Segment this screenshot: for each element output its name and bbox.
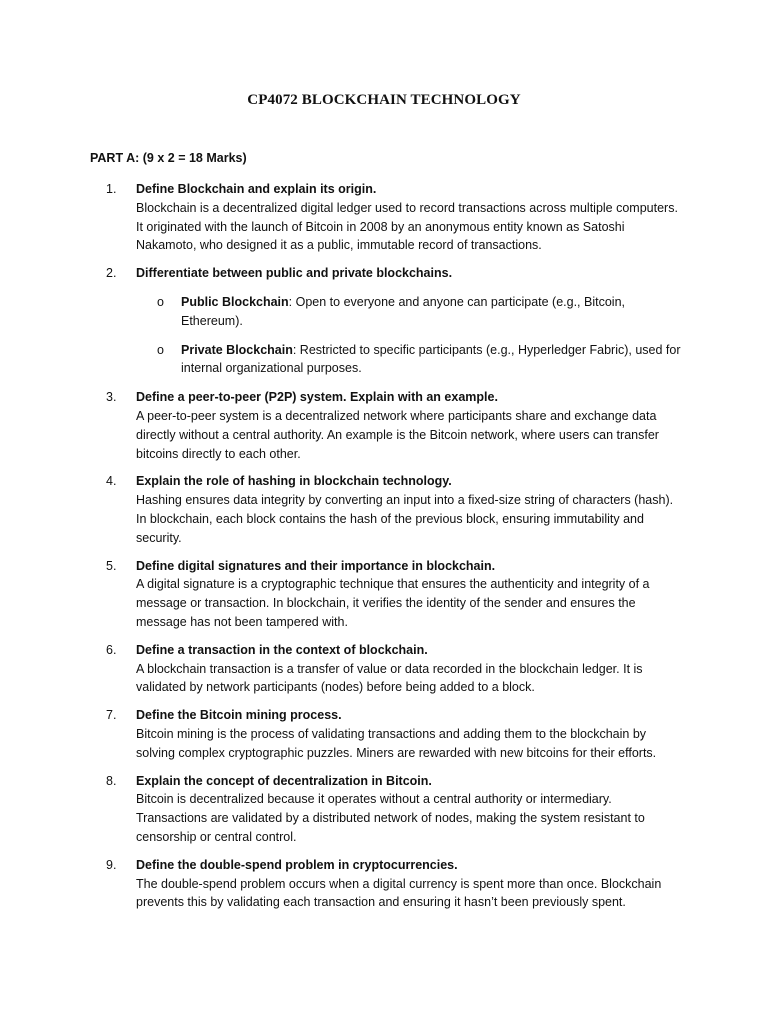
question-list: [0, 180, 768, 921]
question-number: 7.: [106, 708, 117, 723]
question-title: Define a transaction in the context of blockchain.: [136, 642, 428, 657]
question-title: Define the double-spend problem in cryptocurrencies.: [136, 857, 458, 872]
sub-point-term: Public Blockchain: [181, 294, 289, 309]
question-title: Differentiate between public and private blockchains.: [136, 266, 453, 281]
sub-point: [0, 341, 768, 379]
question-answer: A blockchain transaction is a transfer of value or data recorded in the blockchain ledger. It is validated by network participants (nodes) before being added to a block.: [136, 661, 643, 695]
question-answer: Bitcoin mining is the process of validating transactions and adding them to the blockchain by solving complex cryptographic puzzles. Miners are rewarded with new bitcoins for their efforts.: [136, 726, 657, 760]
question-item: [0, 472, 768, 547]
question-number: 6.: [106, 642, 117, 657]
sub-point: [0, 293, 768, 331]
bullet-icon: o: [157, 342, 164, 357]
part-heading: PART A: (9 x 2 = 18 Marks): [90, 151, 247, 165]
question-item: [0, 557, 768, 632]
question-number: 8.: [106, 773, 117, 788]
question-number: 5.: [106, 558, 117, 573]
question-answer: Bitcoin is decentralized because it operates without a central authority or intermediary. Transactions are validated by a distributed network of nodes, making the system resistant to censorship or central control.: [136, 792, 645, 844]
question-item: [0, 180, 768, 255]
question-title: Explain the role of hashing in blockchain technology.: [136, 474, 452, 489]
question-item: [0, 706, 768, 762]
question-answer: Hashing ensures data integrity by converting an input into a fixed-size string of characters (hash). In blockchain, each block contains the hash of the previous block, ensuring immutability and security.: [136, 493, 674, 545]
sub-point-text: : Open to everyone and anyone can participate (e.g., Bitcoin, Ethereum).: [181, 294, 625, 328]
question-item: [0, 641, 768, 697]
question-title: Define digital signatures and their importance in blockchain.: [136, 558, 496, 573]
question-number: 4.: [106, 474, 117, 489]
question-item: [0, 856, 768, 912]
question-number: 9.: [106, 857, 117, 872]
question-title: Define the Bitcoin mining process.: [136, 708, 342, 723]
bullet-icon: o: [157, 294, 164, 309]
question-answer: A peer-to-peer system is a decentralized network where participants share and exchange data directly without a central authority. An example is the Bitcoin network, where users can transfer bitcoins directly to each other.: [136, 408, 659, 461]
question-answer: Blockchain is a decentralized digital ledger used to record transactions across multiple computers. It originated with the launch of Bitcoin in 2008 by an anonymous entity known as Satoshi Nakamoto, who designed it as a public, immutable record of transactions.: [136, 200, 678, 253]
question-title: Define Blockchain and explain its origin.: [136, 182, 377, 196]
question-number: 1.: [106, 182, 117, 196]
question-answer: A digital signature is a cryptographic technique that ensures the authenticity and integrity of a message or transaction. In blockchain, it verifies the identity of the sender and ensures the message has not been tampered with.: [136, 577, 650, 629]
question-title: Define a peer-to-peer (P2P) system. Explain with an example.: [136, 390, 498, 405]
question-number: 2.: [106, 266, 117, 281]
question-answer: The double-spend problem occurs when a digital currency is spent more than once. Blockchain prevents this by validating each transaction and ensuring it hasn’t been previously spent.: [136, 876, 662, 910]
document-title: CP4072 BLOCKCHAIN TECHNOLOGY: [247, 92, 521, 108]
sub-point-text: : Restricted to specific participants (e.g., Hyperledger Fabric), used for internal organizational purposes.: [181, 342, 681, 376]
sub-point-term: Private Blockchain: [181, 342, 293, 357]
question-title: Explain the concept of decentralization in Bitcoin.: [136, 773, 432, 788]
question-item: [0, 772, 768, 847]
question-number: 3.: [106, 390, 117, 405]
question-item: [0, 264, 768, 378]
question-item: [0, 388, 768, 463]
